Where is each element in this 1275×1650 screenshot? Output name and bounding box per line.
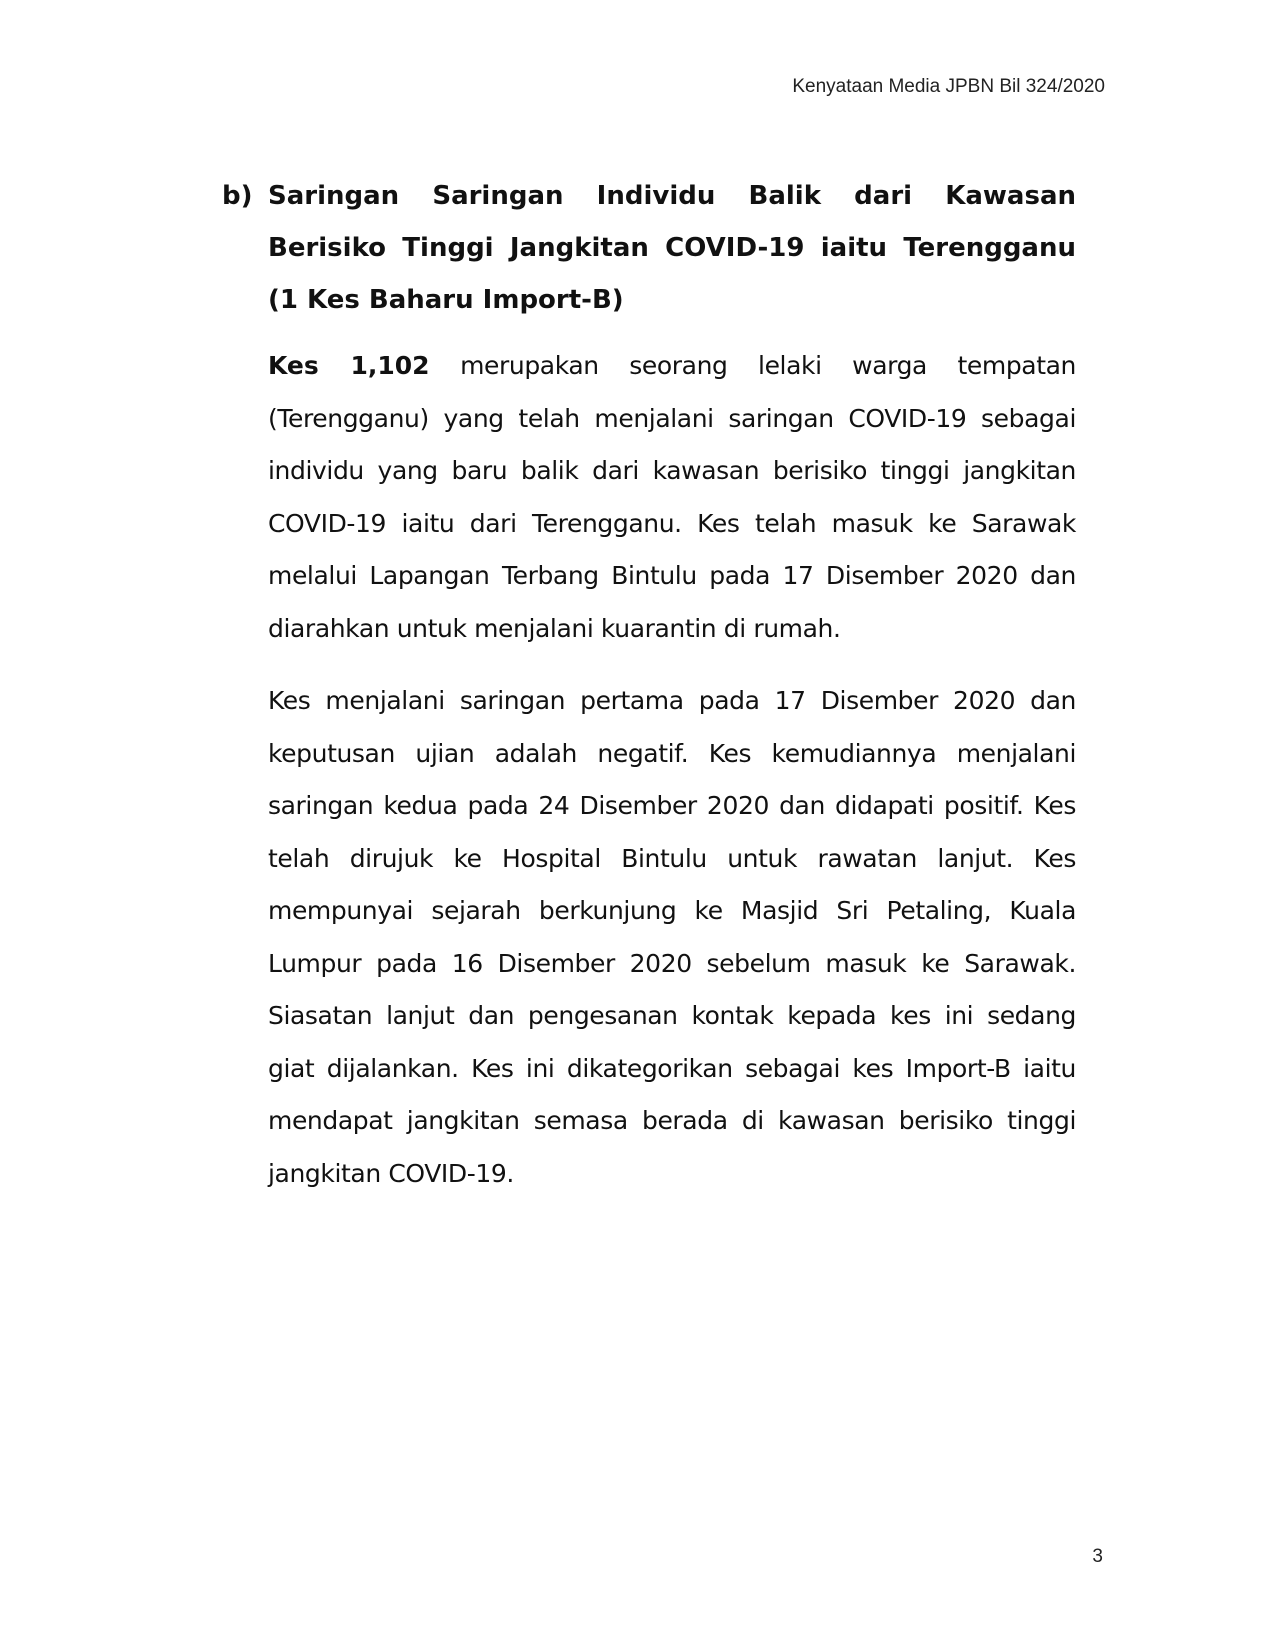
case-number-lead: Kes 1,102 [268,351,430,380]
section-body [268,340,1076,1200]
document-reference: Kenyataan Media JPBN Bil 324/2020 [792,76,1105,97]
section-title: Saringan Saringan Individu Balik dari Kawasan Berisiko Tinggi Jangkitan COVID-19 iaitu Terengganu (1 Kes Baharu Import-B) [268,181,1076,315]
paragraph-screening-details: Kes menjalani saringan pertama pada 17 Disember 2020 dan keputusan ujian adalah negatif. Kes kemudiannya menjalani saringan kedua pada 24 Disember 2020 dan didapati positif. Kes telah dirujuk ke Hospital Bintulu untuk rawatan lanjut. Kes mempunyai sejarah berkunjung ke Masjid Sri Petaling, Kuala Lumpur pada 16 Disember 2020 sebelum masuk ke Sarawak. Siasatan lanjut dan pengesanan kontak kepada kes ini sedang giat dijalankan. Kes ini dikategorikan sebagai kes Import-B iaitu mendapat jangkitan semasa berada di kawasan berisiko tinggi jangkitan COVID-19. [268,686,1076,1188]
case-intro-text: merupakan seorang lelaki warga tempatan (Terengganu) yang telah menjalani saringan COVID-19 sebagai individu yang baru balik dari kawasan berisiko tinggi jangkitan COVID-19 iaitu dari Terengganu. Kes telah masuk ke Sarawak melalui Lapangan Terbang Bintulu pada 17 Disember 2020 dan diarahkan untuk menjalani kuarantin di rumah. [268,351,1076,643]
section-b [222,170,1084,1200]
section-heading [222,170,1084,326]
page-number: 3 [1092,1546,1103,1567]
section-marker: b) [222,181,253,211]
paragraph-case-intro [268,340,1076,655]
